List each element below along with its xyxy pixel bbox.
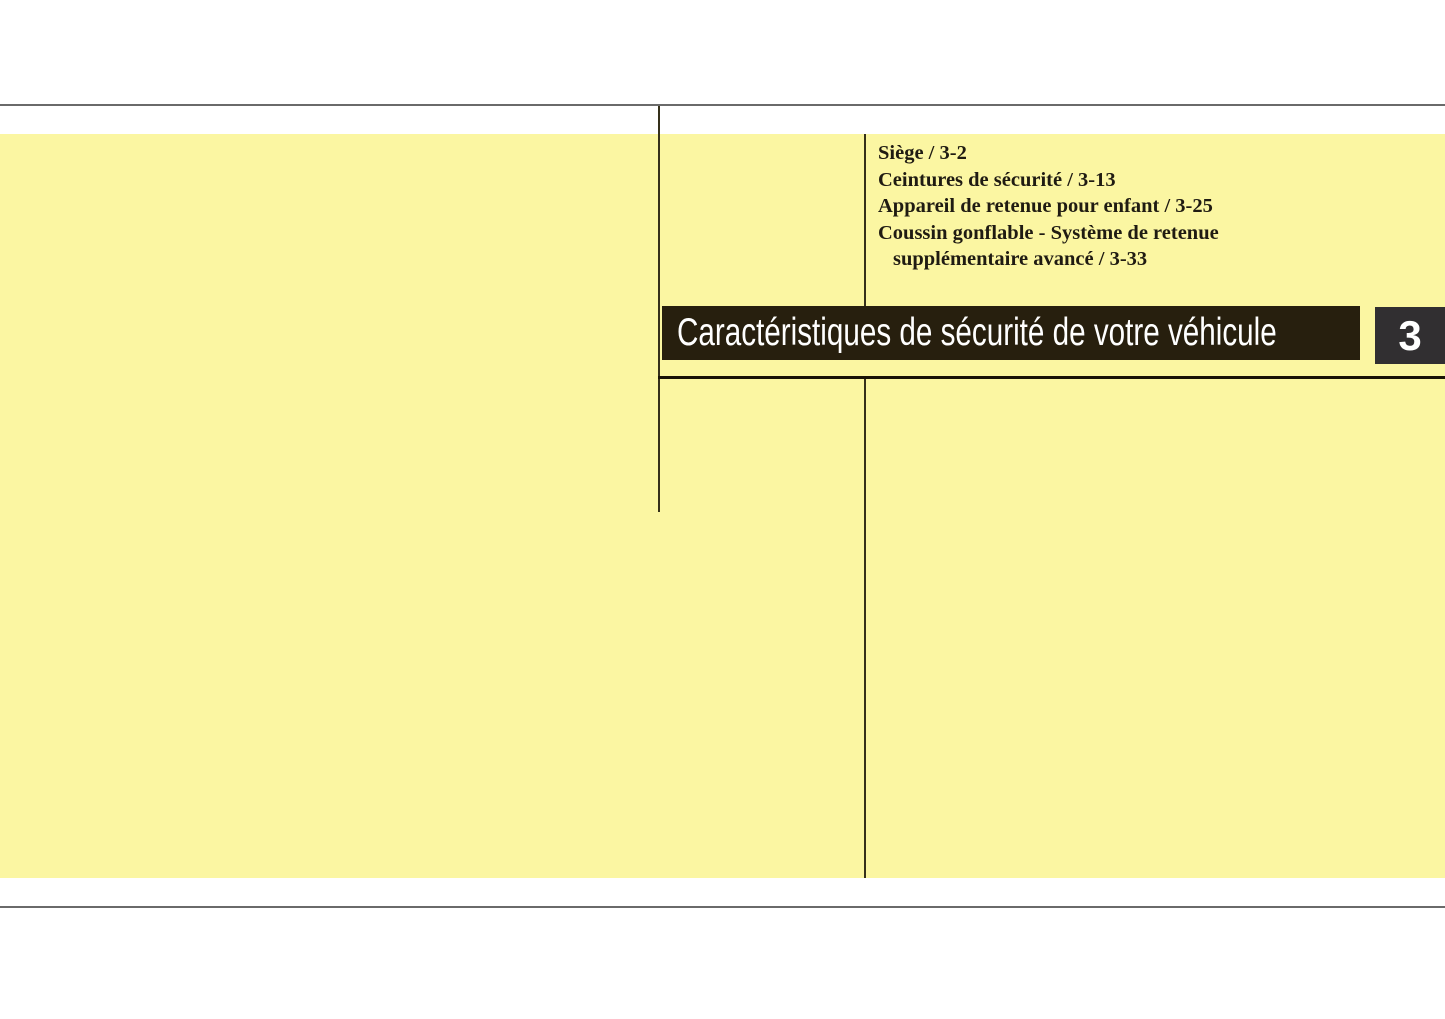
toc-entry-retenue-enfant: Appareil de retenue pour enfant / 3-25 <box>878 195 1213 217</box>
toc-entry-coussin-gonflable: Coussin gonflable - Système de retenue <box>878 221 1219 244</box>
toc-entry-coussin-gonflable-continuation: supplémentaire avancé / 3-33 <box>893 248 1148 270</box>
toc-entry-siege: Siège / 3-2 <box>878 142 967 164</box>
chapter-title: Caractéristiques de sécurité de votre véhicule <box>677 311 1277 354</box>
bottom-horizontal-rule <box>0 906 1445 908</box>
chapter-toc <box>878 140 1418 273</box>
toc-entry-ceintures: Ceintures de sécurité / 3-13 <box>878 168 1116 191</box>
top-horizontal-rule <box>0 104 1445 106</box>
chapter-number-box <box>1375 307 1445 364</box>
right-vertical-divider-upper <box>864 134 866 306</box>
chapter-number: 3 <box>1398 312 1422 359</box>
right-vertical-divider-lower <box>864 379 866 878</box>
left-vertical-divider <box>658 106 660 512</box>
chapter-title-banner <box>662 306 1360 360</box>
banner-underline-rule <box>658 376 1445 379</box>
